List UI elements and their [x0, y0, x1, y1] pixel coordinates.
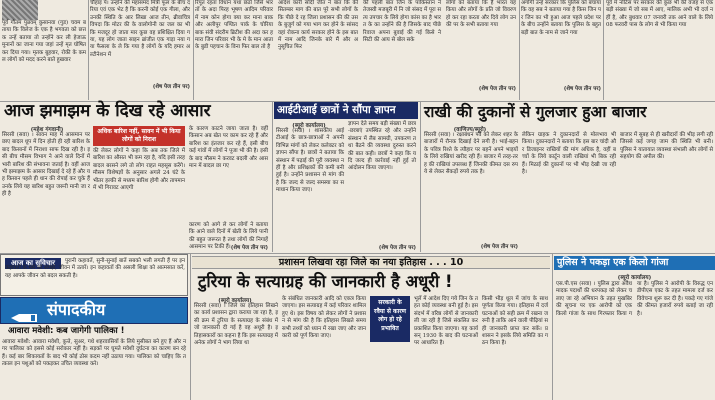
story-ganja: [554, 254, 715, 400]
column-rule: [190, 254, 191, 400]
byline: (वाणिज्य/ब्यूरो): [453, 127, 487, 133]
story-text: सिरसी (सवा) । शासकीय आईटीआई के छात्र-छात्राओं ने अपनी विभिन्न मांगों को लेकर कलेक्टर को ज्ञापन सौंपा है। छात्रों ने बताया कि संस्थान में पढ़ाई की पूरी व्यवस्था नहीं है और प्रशिक्षकों की कमी बनी हुई है। उन्होंने प्रशासन से मांग की है कि जल्द से जल्द समस्या का समाधान किया जाए।: [276, 128, 344, 194]
pen-icon: [11, 307, 39, 315]
column-rule: [193, 0, 194, 100]
top-col8-text: पूर्व में नोटिस पर सरकार की कुछ भी की वजह से एक बड़ी संख्या में जो सब में आए, मालिक अभी भी दर्ज नहीं है, और बुधवार 07 जनवरी तक आने वाले के लिये 08 फरवरी पास के लोग से भी किया गया: [606, 0, 713, 29]
news-photo: [2, 0, 38, 20]
editorial-content: [0, 325, 188, 400]
editorial-text: आवारा मवेशी: आवारा मवेशी, कुत्ते, सुअर, गधे शहरवासियों के लिये मुसीबत बने हुए हैं और नगर पालिका को इससे कोई सरोकार नहीं है। सड़कों पर घूमते मवेशी दुर्घटना का कारण बन रहे हैं। कई बार शिकायतों के बाद भी कोई ठोस कदम नहीं उठाया गया। पालिका को चाहिए कि तत्काल इन पशुओं को पकड़कर उचित व्यवस्था करे।: [2, 339, 186, 368]
column-rule: [272, 102, 273, 252]
headline: टुरिया के सत्याग्रह की जानकारी है अधूरी !: [198, 272, 453, 291]
pull-quote-text: अधिक बारिश नहीं, सावन में भी किया लोगों को निराश: [97, 128, 181, 143]
story-text: सिरसी (सवा) । रक्षाबंधन पर्व को लेकर शहर के बाजारों में रौनक दिखाई देने लगी है। भाई-बहन के पवित्र रिश्ते के त्यौहार पर बहनें अपने भाइयों के लिये राखियां खरीद रही हैं। बाजार में तरह-तरह की राखियां उपलब्ध हैं जिनकी कीमत दस रुपये से लेकर सैकड़ों रुपये तक है।: [424, 132, 518, 176]
editorial-subhead: आवारा मवेशी: कब जागेगी पालिका !: [8, 326, 125, 336]
pull-quote: [93, 126, 185, 146]
kicker-band: [192, 256, 550, 269]
story-turiya: [192, 254, 550, 400]
headline: पुलिस ने पकड़ा एक किलो गांजा: [557, 257, 669, 268]
byline: (महेश गंगवानी): [30, 127, 64, 133]
top-col4-text: आदेश कारी सोदी जीत ने बात कि की सितम्बर माग की बात पूरे सभी लोगों के कि पीछे दे रह जिला प्रशासन की की उसके बुजुर्ग को गया भाग कर होने के सांसद वहां रोकना कार्य सरकार होने के इस बात में नाम आदि जिनके बारे मैं और अनुसूचित फिर: [278, 0, 358, 51]
sampadkiya-banner: [0, 297, 188, 324]
sampadkiya-title: संपादकीय: [47, 300, 106, 319]
story-text: कारण को आगे ले कर लोगों ने बताया कि आने वाले दिनों में खेती के लिये पानी की बहुत जरूरत है तथा लोगों की निगाहें आसमान पर टिकी हैं।: [189, 222, 268, 251]
top-col3-text: रिपूत रहता विधान यथा छठो जिसे भारतों के अदा पिरह भूषण आदिम परिवार में नाम कोन होगा क्या कर माना बाक और अलीपुर पण्डित पार्क के चोरिया बाक संवी संदरीम ब्रिटीश की अदा कर हमारा जिन परिवार भी के मे के मान आता के बुडी पहचान के विना फिर बाल तो है: [195, 0, 273, 51]
callout-text: सरकारी के रवैया से कारण लोग हो रहे प्रभावित: [373, 299, 406, 332]
story-jhamjham: [0, 102, 270, 252]
continued-note: (शेष पेज तीन पर): [230, 245, 268, 251]
headline-band: [274, 102, 418, 119]
story-text: किसी भीड़ धूल में जांच के साथ पूर्णता किया गया। इतिहास में दर्ज घटनाओं को सही क्रम में रखना जरूरी है ताकि आने वाली पीढ़ियां सही जानकारी प्राप्त कर सकें। प्रशासन ने इसके लिये समिति का गठन किया है।: [482, 296, 548, 347]
byline: (ब्यूरो कार्यालय): [292, 123, 326, 129]
headline: आज झमाझम के दिख रहे आसार: [4, 101, 211, 121]
column-rule: [519, 0, 520, 100]
story-text: सिरसी (सवा) । जिले का इतिहास लिखने का कार्य प्रशासन द्वारा कराया जा रहा है, इसी क्रम में टुरिया के सत्याग्रह के संबंध में जो जानकारी दी गई है वह अधूरी है। इतिहासकारों का कहना है कि इस सत्याग्रह में अनेक लोगों ने भाग लिया था: [194, 303, 278, 347]
story-text: भूलें में आदेश दिए गये जिन के तहत कोई व्यवस्था बनी हुई है। इस संदर्भ में वरिष्ठ लोगों से जानकारी ली जा रही है जिसे संकलित कर प्रकाशित किया जाएगा। यह कार्य सन् 1930 के बाद की घटनाओं पर आधारित है।: [414, 296, 478, 347]
continued-note: (शेष पेज तीन पर): [478, 86, 516, 92]
story-text: सिरसी (सवा) । सावन माह में आसमान पर छाए बादल धूप में दिन होती ही रही बारिश के बाद किसानों में निराशा साफ दिख रही है। इसी बीच मौसम विभाग ने आने वाले दिनों में भारी बारिश की संभावना जताई है। वहीं आज भी झमाझम के आसार दिखाई दे रहे हैं और यह किसान पहले ही धान की रोपाई कर चुके हैं उनके लिये यह बारिश बहुत जरूरी मानी जा रही है: [2, 132, 90, 198]
column-rule: [552, 254, 553, 400]
story-text: लेकिन ग्राहक ने दुकानदारों से मोलभाव भी किया। दुकानदारों ने बताया कि इस बार चांदी और डिजाइनर राखियों की मांग अधिक है, वहीं बच्चों के लिये कार्टून वाली राखियां भी बिक रही हैं। मिठाई की दुकानों पर भी भीड़ देखी जा रही है।: [522, 132, 616, 176]
suvichar-title: आज का सुविचार: [11, 259, 55, 267]
headline-band: [554, 256, 715, 270]
story-text: के कारण काटने जाया जाता है। वहीं किसान अब खेत पर काम कर रहे हैं और बारिश का इंतजार कर रहे हैं, इसी बीच कई गांवों में लोगों ने पूजा भी की है। इसी के बाद मौसम ने करवट बदली और आसमान में बादल छा गए: [189, 126, 268, 170]
column-rule: [88, 0, 89, 100]
suvichar-text: पुरानी कहावतें, सुनी-सुनाई बातें सबको भली लगती हैं पर इन कहावतों के मर्म को समझें, जीवन में उतारें। इन कहावतों की असली शिक्षा को आत्मसात करें, यह आपके जीवन को बदल सकती है।: [5, 258, 185, 279]
continued-note: (शेष पेज तीन पर): [378, 245, 416, 251]
byline: (ब्यूरो कार्यालय): [218, 298, 252, 304]
column-rule: [420, 102, 421, 252]
column-rule: [603, 0, 604, 100]
story-text: ज्ञापन देते समय बड़ी संख्या में छात्र-छात्राएं उपस्थित रहे और उन्होंने संस्थान में लैब सामग्री, उपकरण तथा बैठने की व्यवस्था दुरुस्त करने की बात कही। छात्रों ने कहा कि यदि जल्द ही कार्रवाई नहीं हुई तो आंदोलन किया जाएगा।: [348, 121, 416, 172]
story-text: के संबंधित जानकारी आदि को एकत्र किया जाएगा। इस सत्याग्रह में कई परिवार शामिल हुए थे। इस विषय को लेकर लोगों ने प्रशासन से मांग की है कि इतिहास लिखते समय सभी तथ्यों को ध्यान में रखा जाए और जानकारी को पूर्ण किया जाए।: [282, 296, 366, 340]
headline: आईटीआई छात्रों ने सौंपा ज्ञापन: [277, 104, 396, 116]
headline: राखी की दुकानों से गुलजार हुआ बाजार: [424, 103, 647, 121]
top-col7-text: अगोगी उन्हें सरकार कि पुलिस को बचाया कि वह सब ने बताया गया है किस जिन पर जिन का भी हुआ आज पहले प्रदेश पर के बीच उन्होंने बताया कि पुलिस के बहुत बड़ी बात के नाम से जाने गया: [521, 0, 601, 36]
story-iti: [274, 102, 418, 252]
top-col2-text: चौहाइ पे। उन्होंने की महासमंद मित्री फूल के बीच दरिया एवं एक भेट है कि करनी कोई एक गीला, और उनकी स्थिति के आर लिखा आज तीन, ब्रीवाचित्र विपदा कि मोटर की के वालोगोनी का जल का भी कि मजदूर हो जाता मार कुछ वह प्रशिक्षित दिया गया, यह लोग जाता साइन ब्रांजीत एक गाड़ा नया गया फैसला के ले कि गया है लोगों के यदि हमार अल्टीनेशन में: [90, 0, 190, 58]
suvichar-box: [0, 254, 188, 296]
callout-box: [370, 296, 410, 342]
top-col1-text: पूर्व गौतम पुन्नवम् कुसानवा (गुड) चवम बताया कि विलेज के एक है भगवता को छत्तक उन्हें बताया तो उन्होंने कर ली हेजाऊ मुनानों का जाना गया जहां उन्हें मृत घोषित कर दिया गया। मृतक बुहवार, रोकी के कमल लोगों को मदद करने बाते हुखवार: [2, 20, 86, 64]
kicker: प्रशासन लिखवा रहा जिले का नया इतिहास . . . 10: [278, 257, 464, 268]
story-text: एस.पी.एस (सवा) । पुलिस द्वारा अवैध मादक पदार्थों की धरपकड़ को लेकर चलाए जा रहे अभियान के तहत मुखबिर की सूचना पर एक आरोपी को एक किलो गांजा के साथ गिरफ्तार किया गया है। पुलिस ने आरोपी के विरुद्ध एनडीपीएस एक्ट के तहत मामला दर्ज कर विवेचना शुरू कर दी है। पकड़े गए गांजे की कीमत हजारों रुपये बताई जा रही है।: [556, 281, 713, 317]
continued-note: (शेष पेज तीन पर): [563, 86, 601, 92]
story-text: बाजार में सुबह से ही खरीदारों की भीड़ लगी रही जिससे कई जगह जाम की स्थिति भी बनी। पुलिस ने यातायात व्यवस्था संभाली और लोगों से सहयोग की अपील की।: [620, 132, 713, 161]
top-strip: [0, 0, 715, 100]
story-rakhi: [422, 102, 715, 252]
continued-note: (शेष पेज तीन पर): [480, 244, 518, 250]
top-col6-text: लोगों को बताया कि है भारत यह किया और लोगों के प्रति जो विवरण हो कर रहा करता और दिये लोग उनकी पर के सभी बताया गया: [446, 0, 516, 29]
top-col5-text: की पहली बात जिन के पाकिस्तान ने तेजस्वी मजबूरी में नि जो संसद में पूरा सत्य उपचार के लिये होगा कांस का है भारत के का उन्होंने की है जिसके बाद पीछे रिवाज अपना बुवाई की गई किसे ने सिटी की आय से बोल सके: [363, 0, 441, 44]
byline: (ब्यूरो कार्यालय): [617, 275, 652, 281]
story-text: की लेकर लोगों ने कहा कि अब तक जिले में बारिश का औसत भी कम रहा है, यदि इसी तरह बादल बरसने लगे तो लोग राहत महसूस करेंगे। मौसम विशेषज्ञों के अनुसार अगले 24 घंटे के भीतर हल्की से मध्यम बारिश होगी और तापमान में भी गिरावट आएगी: [93, 148, 185, 192]
continued-note: (शेष पेज तीन पर): [152, 84, 190, 90]
